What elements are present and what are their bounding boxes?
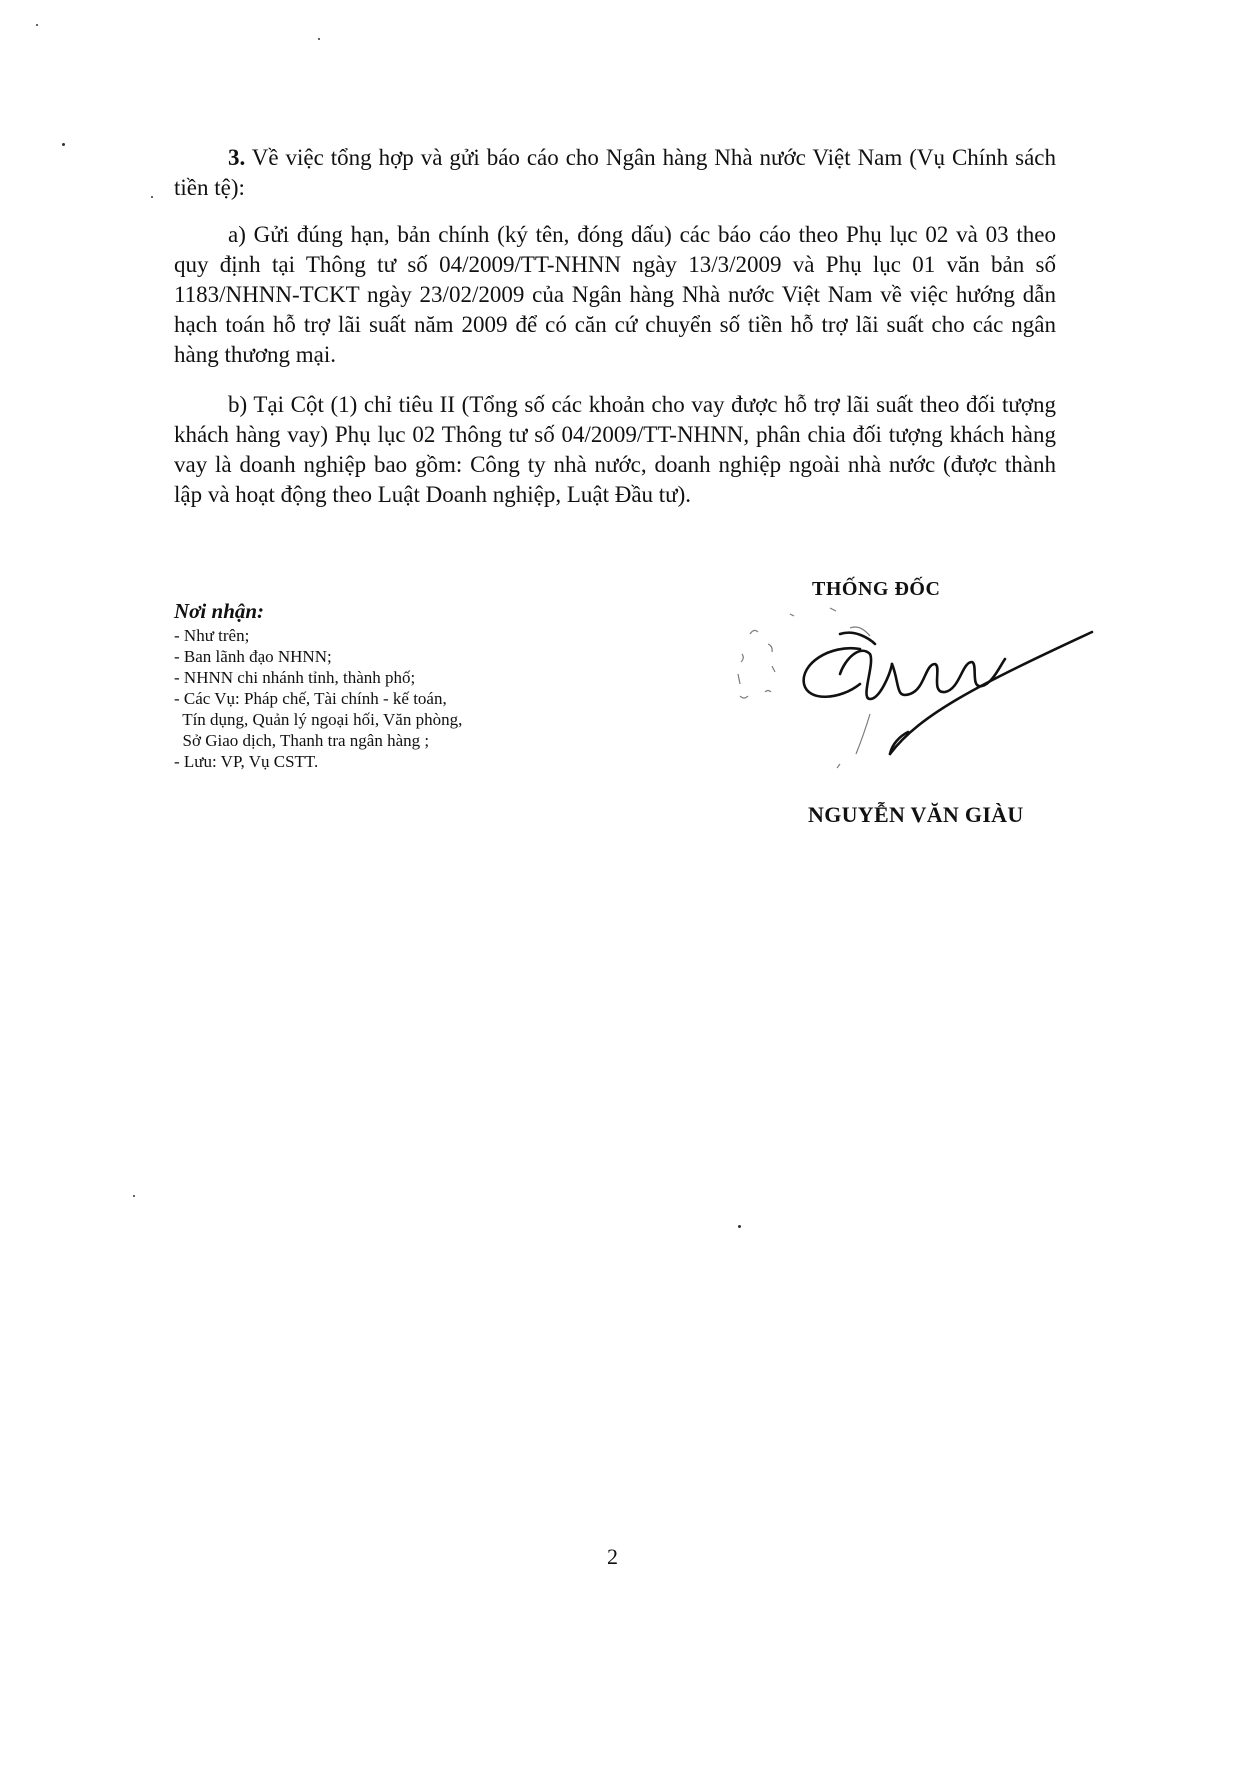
scan-speck — [738, 1225, 741, 1228]
recipient-item: - Lưu: VP, Vụ CSTT. — [174, 752, 319, 771]
recipients-block — [174, 601, 594, 772]
recipient-item: Tín dụng, Quản lý ngoại hối, Văn phòng, — [174, 710, 463, 729]
scan-speck — [318, 38, 320, 40]
recipient-item: - Ban lãnh đạo NHNN; — [174, 647, 332, 666]
recipients-title: Nơi nhận: — [174, 599, 265, 623]
scan-speck — [62, 143, 65, 146]
paragraph-3a — [174, 220, 1056, 370]
signature-block — [720, 574, 1100, 834]
paragraph-text: Về việc tổng hợp và gửi báo cáo cho Ngân hàng Nhà nước Việt Nam (Vụ Chính sách tiền tệ): — [174, 145, 1056, 200]
page-number: 2 — [607, 1544, 618, 1569]
recipient-item: - Các Vụ: Pháp chế, Tài chính - kế toán, — [174, 689, 447, 708]
scan-speck — [151, 196, 153, 198]
paragraph-3b — [174, 390, 1056, 510]
recipients-list — [174, 625, 594, 772]
paragraph-3 — [174, 143, 1056, 203]
paragraph-lead: 3. — [228, 145, 246, 170]
recipient-item: - NHNN chi nhánh tỉnh, thành phố; — [174, 668, 416, 687]
scan-speck — [36, 24, 38, 26]
recipient-item: - Như trên; — [174, 626, 250, 645]
recipient-item: Sở Giao dịch, Thanh tra ngân hàng ; — [174, 731, 430, 750]
signer-title: THỐNG ĐỐC — [812, 578, 941, 600]
scan-speck — [133, 1195, 135, 1197]
handwritten-signature — [720, 604, 1100, 784]
paragraph-text: b) Tại Cột (1) chỉ tiêu II (Tổng số các khoản cho vay được hỗ trợ lãi suất theo đối tượng khách hàng vay) Phụ lục 02 Thông tư số 04/2009/TT-NHNN, phân chia đối tượng khách hàng vay là doanh nghiệp bao gồm: Công ty nhà nước, doanh nghiệp ngoài nhà nước (được thành lập và hoạt động theo Luật Doanh nghiệp, Luật Đầu tư). — [174, 392, 1056, 507]
signer-name: NGUYỄN VĂN GIÀU — [808, 802, 1024, 827]
paragraph-text: a) Gửi đúng hạn, bản chính (ký tên, đóng dấu) các báo cáo theo Phụ lục 02 và 03 theo quy định tại Thông tư số 04/2009/TT-NHNN ngày 13/3/2009 và Phụ lục 01 văn bản số 1183/NHNN-TCKT ngày 23/02/2009 của Ngân hàng Nhà nước Việt Nam về việc hướng dẫn hạch toán hỗ trợ lãi suất năm 2009 để có căn cứ chuyển số tiền hỗ trợ lãi suất cho các ngân hàng thương mại. — [174, 222, 1056, 367]
